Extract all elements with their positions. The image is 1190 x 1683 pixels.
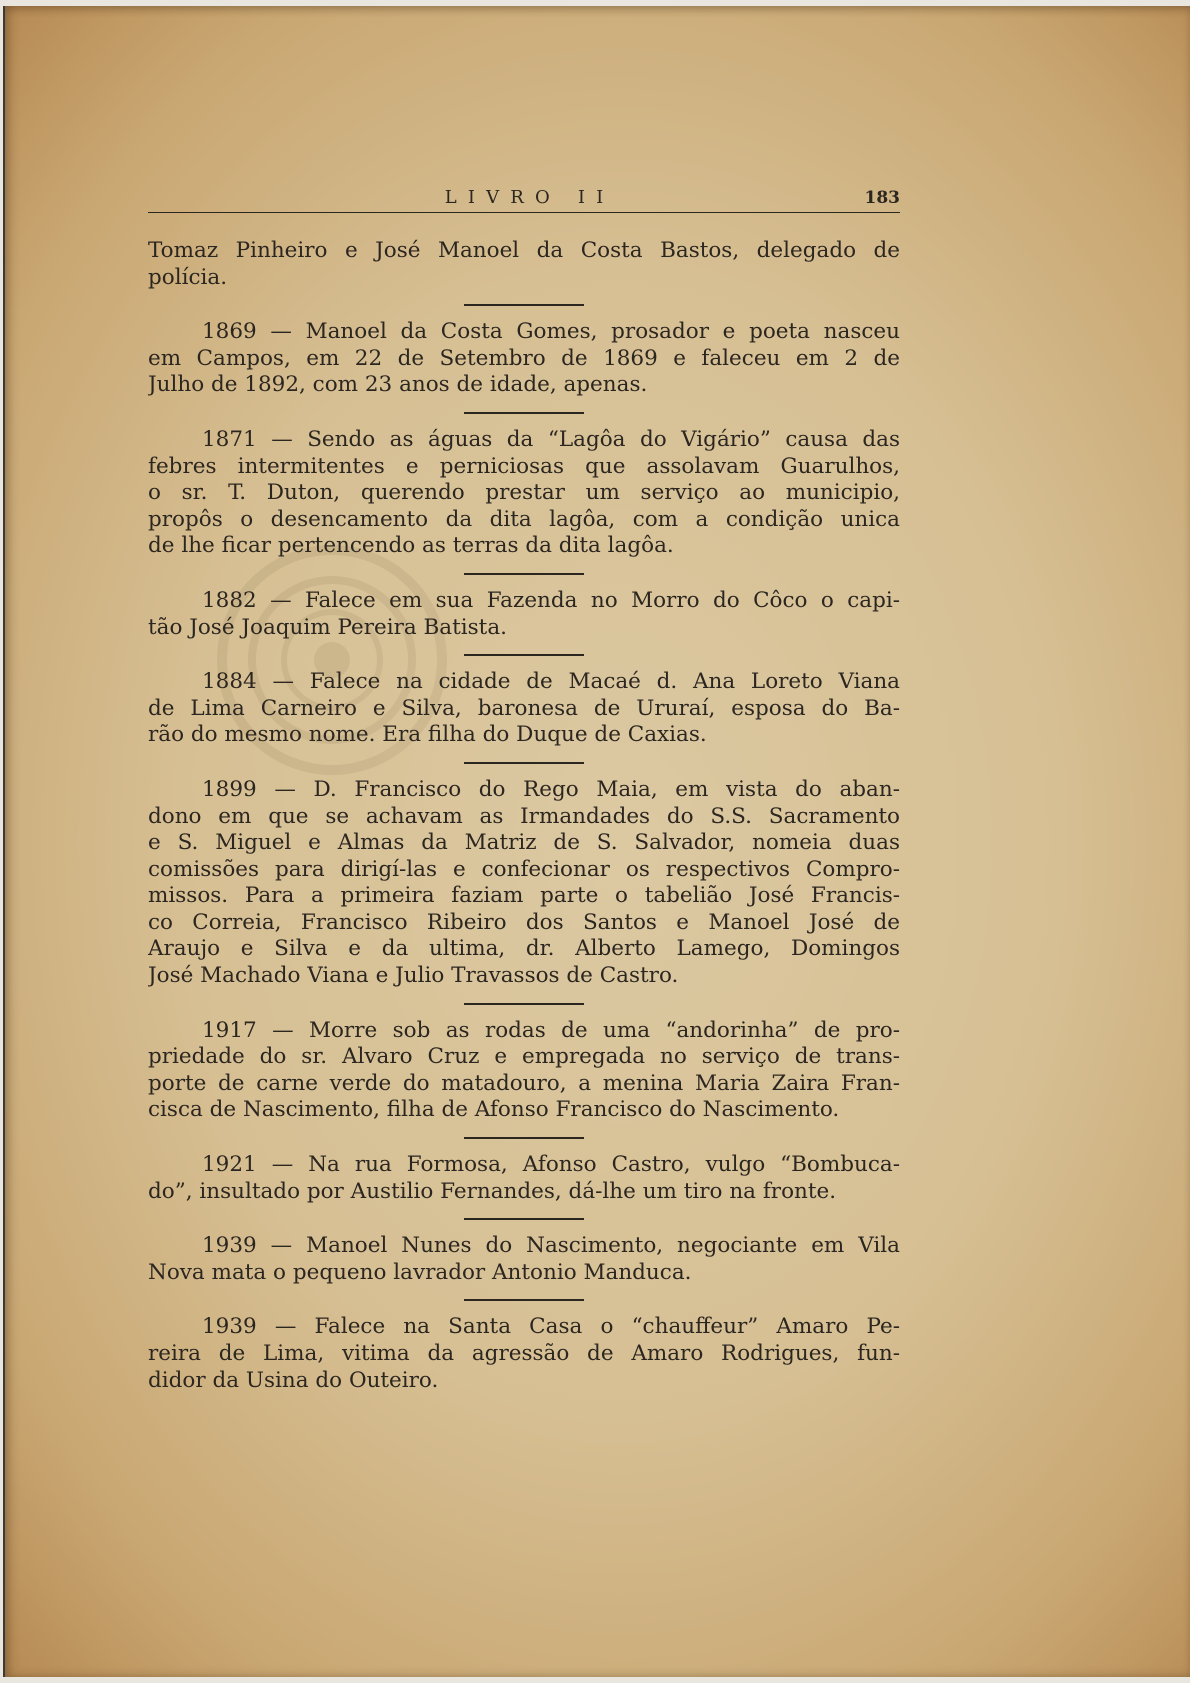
separator-rule xyxy=(464,1003,584,1005)
text-line: didor da Usina do Outeiro. xyxy=(148,1367,439,1393)
entry-1869 xyxy=(148,319,900,399)
text-line: de lhe ficar pertencendo as terras da dita lagôa. xyxy=(148,533,674,559)
entry-1899 xyxy=(148,777,900,990)
text-line: rão do mesmo nome. Era filha do Duque de Caxias. xyxy=(148,722,707,748)
entry-1871 xyxy=(148,427,900,560)
text-line: 1884 — Falece na cidade de Macaé d. Ana Loreto Viana xyxy=(202,669,900,695)
text-line: dono em que se achavam as Irmandades do S.S. Sacramento xyxy=(148,803,900,829)
section-separator xyxy=(148,291,900,319)
text-line: de Lima Carneiro e Silva, baronesa de Ururaí, esposa do Ba- xyxy=(148,695,900,721)
separator-rule xyxy=(464,1137,584,1139)
text-line: porte de carne verde do matadouro, a menina Maria Zaira Fran- xyxy=(148,1070,900,1096)
entry-1939-b xyxy=(148,1314,900,1394)
section-separator xyxy=(148,1205,900,1233)
separator-rule xyxy=(464,412,584,414)
text-line: Nova mata o pequeno lavrador Antonio Manduca. xyxy=(148,1259,692,1285)
text-line: 1917 — Morre sob as rodas de uma “andorinha” de pro- xyxy=(202,1017,900,1043)
text-line: 1869 — Manoel da Costa Gomes, prosador e poeta nasceu xyxy=(202,319,900,345)
section-separator xyxy=(148,399,900,427)
section-separator xyxy=(148,1286,900,1314)
entry-1882 xyxy=(148,588,900,641)
entry-1884 xyxy=(148,669,900,749)
text-line: José Machado Viana e Julio Travassos de Castro. xyxy=(148,963,679,989)
text-line: missos. Para a primeira faziam parte o tabelião José Francis- xyxy=(148,883,900,909)
text-line: cisca de Nascimento, filha de Afonso Francisco do Nascimento. xyxy=(148,1097,840,1123)
text-line: 1939 — Manoel Nunes do Nascimento, negociante em Vila xyxy=(202,1233,900,1259)
text-line: em Campos, em 22 de Setembro de 1869 e faleceu em 2 de xyxy=(148,345,900,371)
separator-rule xyxy=(464,1218,584,1220)
text-line: 1899 — D. Francisco do Rego Maia, em vista do aban- xyxy=(202,776,900,802)
separator-rule xyxy=(464,654,584,656)
text-line: Araujo e Silva e da ultima, dr. Alberto Lamego, Domingos xyxy=(148,936,900,962)
text-line: tão José Joaquim Pereira Batista. xyxy=(148,614,507,640)
body-text xyxy=(148,238,900,1394)
text-line: do”, insultado por Austilio Fernandes, dá-lhe um tiro na fronte. xyxy=(148,1178,837,1204)
page-header xyxy=(148,186,900,213)
separator-rule xyxy=(464,304,584,306)
text-line: e S. Miguel e Almas da Matriz de S. Salvador, nomeia duas xyxy=(148,830,900,856)
section-separator xyxy=(148,1124,900,1152)
section-separator xyxy=(148,749,900,777)
running-title: LIVRO II xyxy=(444,187,615,208)
text-line: 1921 — Na rua Formosa, Afonso Castro, vulgo “Bombuca- xyxy=(202,1152,900,1178)
text-line: propôs o desencamento da dita lagôa, com a condição unica xyxy=(148,506,900,532)
text-line: priedade do sr. Alvaro Cruz e empregada no serviço de trans- xyxy=(148,1044,900,1070)
scan-edge xyxy=(3,6,5,1677)
text-line: comissões para dirigí-las e confecionar os respectivos Compro- xyxy=(148,856,900,882)
text-line: 1939 — Falece na Santa Casa o “chauffeur” Amaro Pe- xyxy=(202,1314,900,1340)
section-separator xyxy=(148,560,900,588)
text-line: febres intermitentes e perniciosas que assolavam Guarulhos, xyxy=(148,453,900,479)
text-line: o sr. T. Duton, querendo prestar um serviço ao municipio, xyxy=(148,480,900,506)
entry-1939-a xyxy=(148,1233,900,1286)
section-separator xyxy=(148,641,900,669)
entry-1917 xyxy=(148,1018,900,1124)
paragraph-continuation xyxy=(148,238,900,291)
page-number: 183 xyxy=(864,188,900,208)
text-line: reira de Lima, vitima da agressão de Amaro Rodrigues, fun- xyxy=(148,1341,900,1366)
text-line: co Correia, Francisco Ribeiro dos Santos e Manoel José de xyxy=(148,909,900,935)
section-separator xyxy=(148,990,900,1018)
text-line: 1871 — Sendo as águas da “Lagôa do Vigário” causa das xyxy=(202,426,900,452)
text-line: Tomaz Pinheiro e José Manoel da Costa Bastos, delegado de xyxy=(148,238,900,263)
separator-rule xyxy=(464,1299,584,1301)
entry-1921 xyxy=(148,1152,900,1205)
text-line: 1882 — Falece em sua Fazenda no Morro do Côco o capi- xyxy=(202,587,900,613)
text-line: Julho de 1892, com 23 anos de idade, apenas. xyxy=(148,372,648,398)
separator-rule xyxy=(464,762,584,764)
text-line: polícia. xyxy=(148,264,228,290)
separator-rule xyxy=(464,573,584,575)
